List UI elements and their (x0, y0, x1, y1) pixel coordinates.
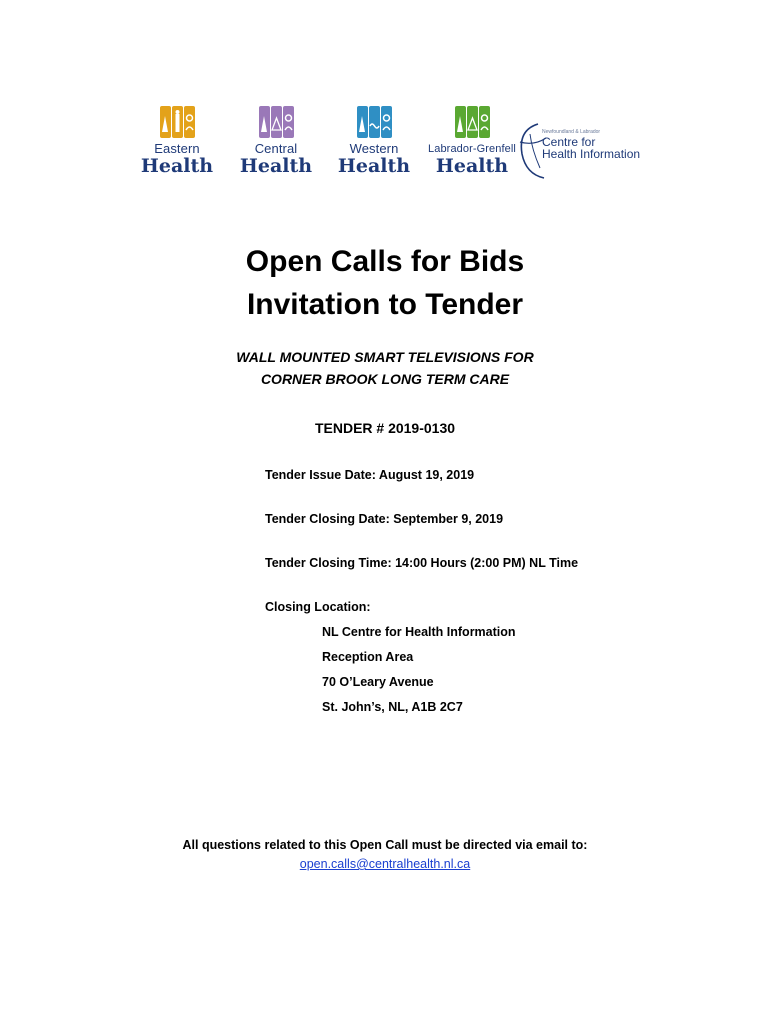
address-line: St. John’s, NL, A1B 2C7 (322, 700, 463, 714)
address-line: Reception Area (322, 650, 414, 664)
closing-time: Tender Closing Time: 14:00 Hours (2:00 PM) NL Time (265, 556, 579, 570)
chi-logo (516, 120, 641, 182)
subtitle-line1: WALL MOUNTED SMART TELEVISIONS FOR (236, 349, 534, 365)
questions-text: All questions related to this Open Call must be directed via email to: (182, 838, 588, 852)
chi-small-text: Newfoundland & Labrador (542, 129, 601, 135)
labrador-grenfell-health-logo (428, 106, 516, 176)
logo-line1: Western (349, 141, 399, 156)
western-health-logo-icon (335, 106, 413, 138)
central-health-logo-icon (236, 106, 316, 138)
eastern-health-logo-icon (138, 106, 216, 138)
central-health-logo (236, 106, 316, 176)
logo-line2: Health (337, 155, 411, 177)
contact-email-wrapper (0, 857, 770, 871)
logo-line1: Eastern (154, 141, 200, 156)
closing-date: Tender Closing Date: September 9, 2019 (265, 512, 504, 526)
logo-line2: Health (239, 155, 313, 177)
chi-line1: Centre for (542, 135, 596, 149)
western-health-logo (335, 106, 413, 176)
chi-line2: Health Information (542, 147, 641, 161)
labrador-grenfell-health-logo-icon (428, 106, 516, 138)
address-line: NL Centre for Health Information (322, 625, 516, 639)
page-title-line2: Invitation to Tender (246, 288, 524, 321)
page-title-line1: Open Calls for Bids (245, 245, 525, 278)
subtitle-line2: CORNER BROOK LONG TERM CARE (260, 371, 510, 387)
logo-line2: Health (140, 155, 214, 177)
logo-line1: Central (254, 141, 298, 156)
contact-email-link[interactable]: open.calls@centralhealth.nl.ca (299, 857, 471, 871)
logo-line2: Health (435, 155, 509, 177)
issue-date: Tender Issue Date: August 19, 2019 (265, 468, 475, 482)
address-line: 70 O’Leary Avenue (322, 675, 434, 689)
closing-location-label: Closing Location: (265, 600, 371, 614)
eastern-health-logo (138, 106, 216, 176)
logo-line1: Labrador-Grenfell (428, 143, 516, 155)
tender-number: TENDER # 2019-0130 (314, 420, 456, 436)
